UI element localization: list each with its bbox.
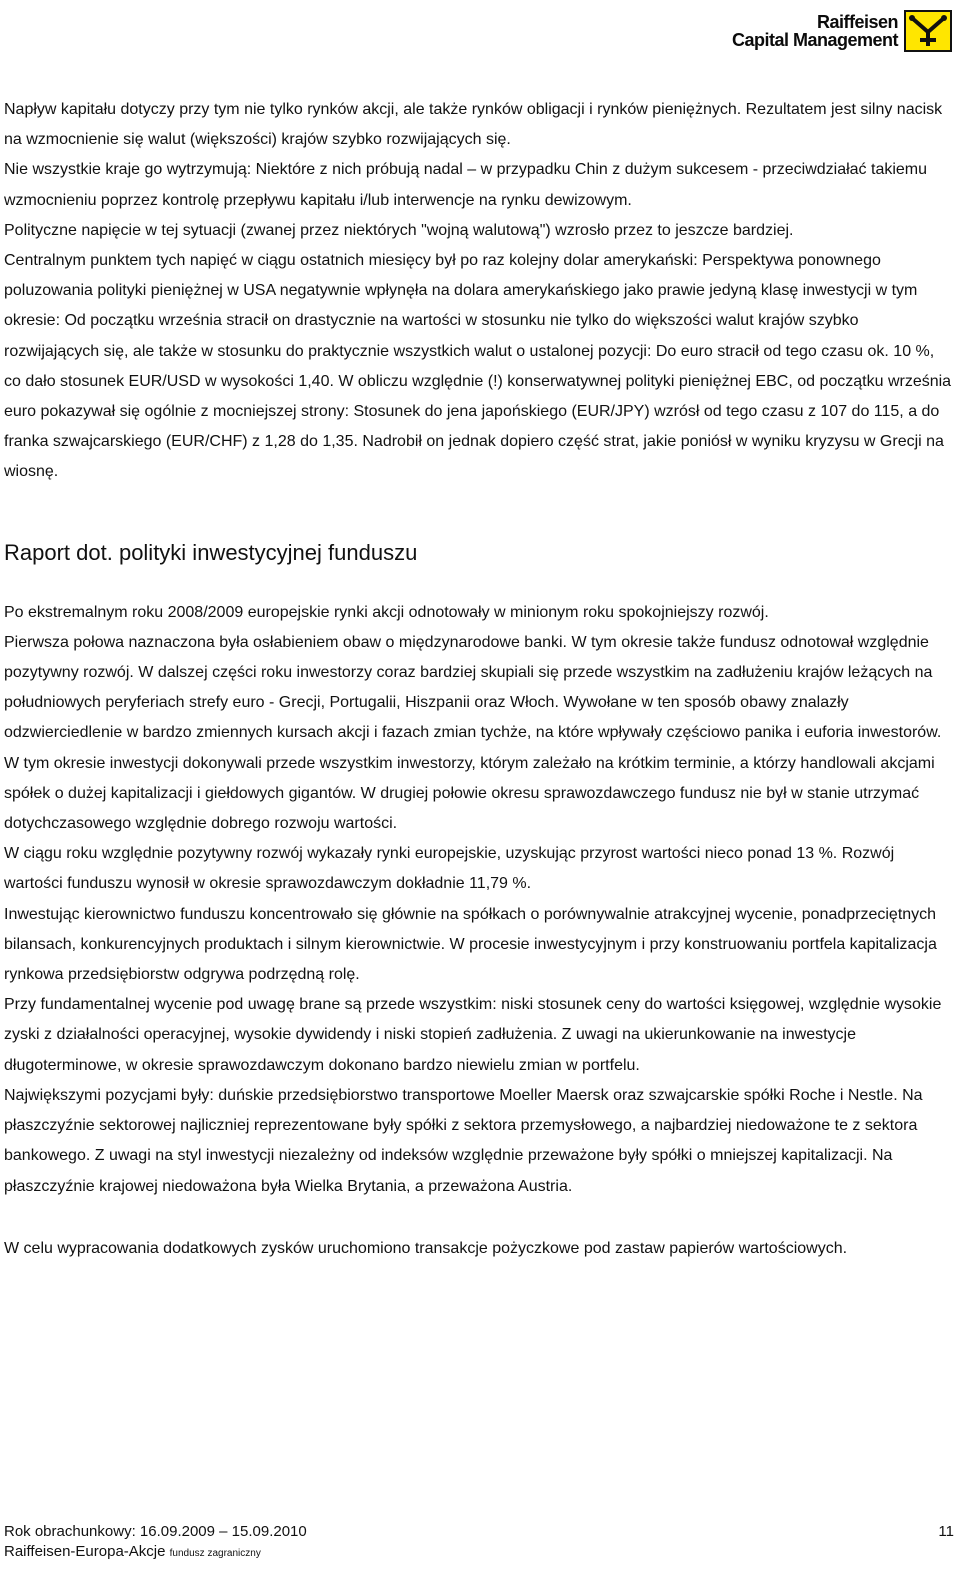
page-footer — [4, 1522, 954, 1564]
section-paragraph: Po ekstremalnym roku 2008/2009 europejskie rynki akcji odnotowały w minionym roku spokojniejszy rozwój. — [4, 603, 769, 621]
fund-type: fundusz zagraniczny — [169, 1548, 261, 1559]
intro-line-3: Polityczne napięcie w tej sytuacji (zwanej przez niektórych "wojną walutową") wzrosło przez to jeszcze bardziej. — [4, 221, 794, 239]
section-paragraph: Inwestując kierownictwo funduszu koncentrowało się głównie na spółkach o porównywalnie atrakcyjnej wycenie, ponadprzeciętnych bilansach, konkurencyjnych produktach i silnym kierownictwie. W procesie inwestycyjnym i przy konstruowaniu portfela kapitalizacja rynkowa przedsiębiorstw odgrywa podrzędną rolę. — [4, 905, 937, 984]
document-body — [4, 95, 954, 1264]
fiscal-period: Rok obrachunkowy: 16.09.2009 – 15.09.2010 — [4, 1523, 307, 1540]
section-paragraph: Pierwsza połowa naznaczona była osłabieniem obaw o międzynarodowe banki. W tym okresie także fundusz odnotował względnie pozytywny rozwój. W dalszej części roku inwestorzy coraz bardziej skupiali się przede wszystkim na zadłużeniu krajów leżących na południowych peryferiach strefy euro - Grecji, Portugalii, Hiszpanii oraz Włoch. Wywołane w ten sposób obawy znalazły odzwierciedlenie w bardzo zmiennych kursach akcji i fazach zmian tychże, na które wpływały częściowo panika i euforia inwestorów. W tym okresie inwestycji dokonywali przede wszystkim inwestorzy, którym zależało na krótkim terminie, a którzy handlowali akcjami spółek o dużej kapitalizacji i giełdowych gigantów. W drugiej połowie okresu sprawozdawczego fundusz nie był w stanie utrzymać dotychczasowego względnie dobrego rozwoju wartości. — [4, 633, 942, 833]
fund-name: Raiffeisen-Europa-Akcje — [4, 1543, 166, 1560]
logo-line-1: Raiffeisen — [816, 12, 898, 32]
logo-line-2: Capital Management — [731, 30, 898, 50]
section-paragraph: Przy fundamentalnej wycenie pod uwagę brane są przede wszystkim: niski stosunek ceny do wartości księgowej, względnie wysokie zyski z działalności operacyjnej, wysokie dywidendy i niski stopień zadłużenia. Z uwagi na ukierunkowanie na inwestycje długoterminowe, w okresie sprawozdawczym dokonano bardzo niewielu zmian w portfelu. — [4, 996, 942, 1074]
intro-paragraph — [4, 95, 954, 488]
company-logo — [732, 10, 952, 52]
logo-wordmark — [732, 13, 898, 49]
intro-line-1: Napływ kapitału dotyczy przy tym nie tylko rynków akcji, ale także rynków obligacji i rynków pieniężnych. Rezultatem jest silny nacisk na wzmocnienie się walut (większości) krajów szybko rozwijających się. — [4, 101, 943, 149]
final-paragraph: W celu wypracowania dodatkowych zysków uruchomiono transakcje pożyczkowe pod zastaw papierów wartościowych. — [4, 1239, 848, 1257]
intro-line-4: Centralnym punktem tych napięć w ciągu ostatnich miesięcy był po raz kolejny dolar amerykański: Perspektywa ponownego poluzowania polityki pieniężnej w USA negatywnie wpłynęła na dolara amerykańskiego jako prawie jedyną klasę inwestycji w tym okresie: Od początku września stracił on drastycznie na wartości w stosunku nie tylko do większości walut krajów szybko rozwijających się, ale także w stosunku do praktycznie wszystkich walut o ustalonej pozycji: Do euro stracił od tego czasu ok. 10 %, co dało stosunek EUR/USD w wysokości 1,40. W obliczu względnie (!) konserwatywnej polityki pieniężnej EBC, od początku września euro pokazywał się ogólnie z mocniejszej strony: Stosunek do jena japońskiego (EUR/JPY) wzrósł od tego czasu z 107 do 115, a do franka szwajcarskiego (EUR/CHF) z 1,28 do 1,35. Nadrobił on jednak dopiero część strat, jakie poniósł w wyniku kryzysu w Grecji na wiosnę. — [4, 252, 952, 481]
section-paragraph: W ciągu roku względnie pozytywny rozwój wykazały rynki europejskie, uzyskując przyrost wartości nieco ponad 13 %. Rozwój wartości funduszu wynosił w okresie sprawozdawczym dokładnie 11,79 %. — [4, 845, 895, 893]
page-number: 11 — [938, 1523, 954, 1540]
raiffeisen-crossed-horse-heads-icon — [904, 10, 952, 52]
section-body — [4, 598, 954, 1264]
section-paragraph: Największymi pozycjami były: duńskie przedsiębiorstwo transportowe Moeller Maersk oraz szwajcarskie spółki Roche i Nestle. Na płaszczyźnie sektorowej najliczniej reprezentowane były spółki z sektora przemysłowego, a najbardziej niedoważone te z sektora bankowego. Z uwagi na styl inwestycji niezależny od indeksów względnie przeważone były spółki o mniejszej kapitalizacji. Na płaszczyźnie krajowej niedoważona była Wielka Brytania, a przeważona Austria. — [4, 1086, 923, 1195]
intro-line-2: Nie wszystkie kraje go wytrzymują: Niektóre z nich próbują nadal – w przypadku Chin z dużym sukcesem - przeciwdziałać takiemu wzmocnieniu poprzez kontrolę przepływu kapitału i/lub interwencje na rynku dewizowym. — [4, 161, 928, 209]
section-title: Raport dot. polityki inwestycyjnej funduszu — [4, 539, 418, 565]
